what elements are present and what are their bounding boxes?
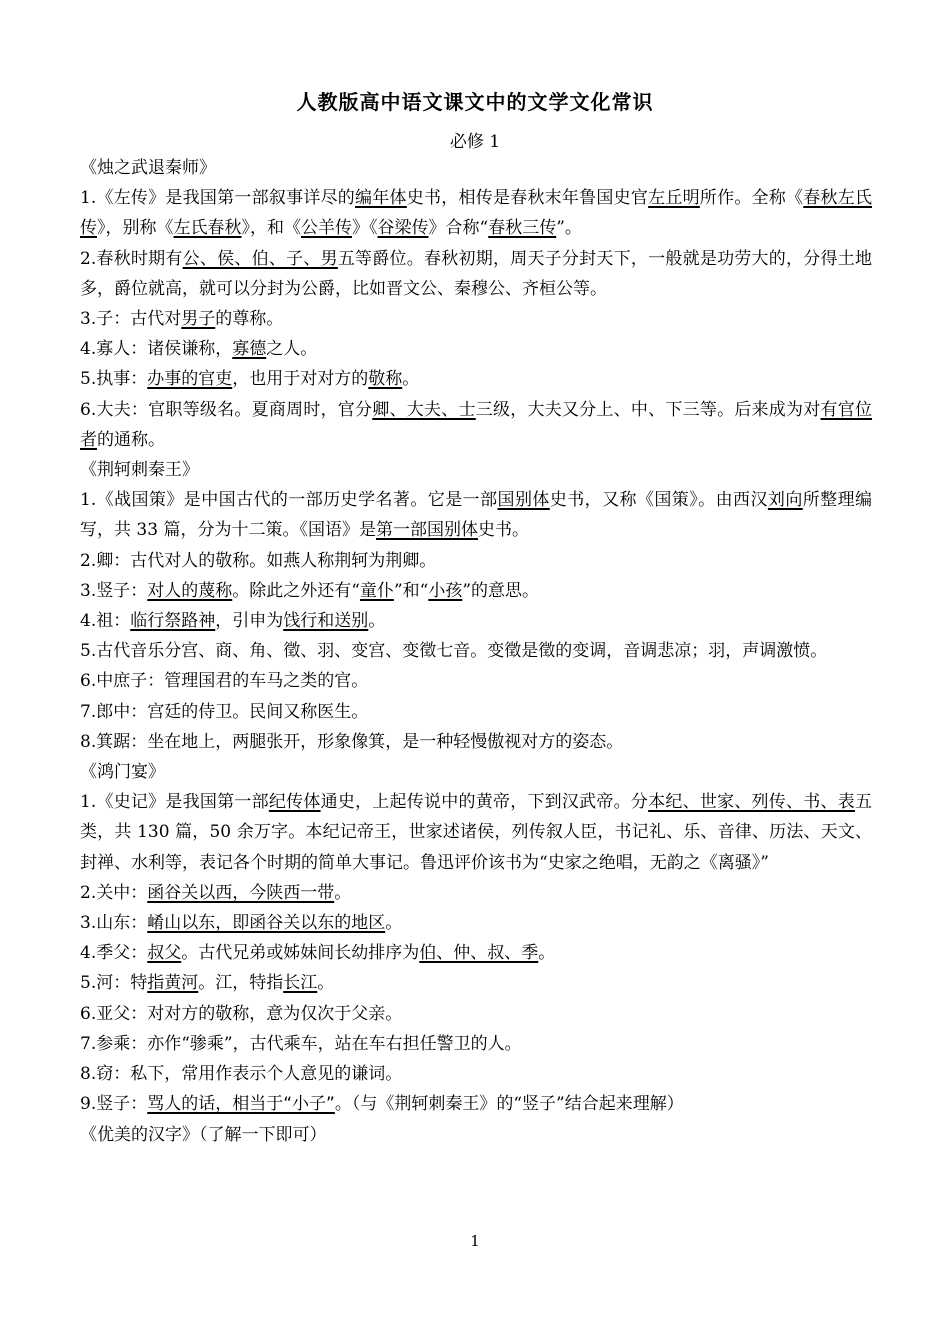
knowledge-item [80,999,872,1029]
item-text: 。 [317,973,335,994]
knowledge-item [80,727,872,757]
item-text: 3.竖子： [80,580,148,601]
item-text: 5.执事： [80,369,148,390]
knowledge-item [80,908,872,938]
key-term: 临行祭路神 [130,611,216,632]
item-text: 1.《史记》是我国第一部 [80,792,269,813]
item-text: 4.寡人：诸侯谦称， [80,339,233,360]
key-term: 男子 [181,309,216,330]
item-text: 通史，上起传说中的黄帝，下到汉武帝。分 [320,792,649,813]
item-text: 五类，共 130 篇，50 余万字。本纪记帝王，世家述诸侯，列传叙人臣，书记礼、乐、音律、历法、天文、封禅、水利等，表记各个时期的简单大事记。鲁迅评价该书为“史家之绝唱，无韵之《离骚》” [80,792,872,873]
item-text: 8.窃：私下，常用作表示个人意见的谦词。 [80,1064,403,1085]
item-text: 1.《左传》是我国第一部叙事详尽的 [80,188,356,209]
item-text: 6.亚父：对对方的敬称，意为仅次于父亲。 [80,1003,403,1024]
page-title: 人教版高中语文课文中的文学文化常识 [296,90,654,114]
item-text: 》，别称《 [97,218,174,239]
item-text: 五等爵位。春秋初期，周天子分封天下，一般就是功劳大的，分得土地多，爵位就高，就可以分封为公爵，比如晋文公、秦穆公、齐桓公等。 [80,248,872,299]
section-heading: 《优美的汉字》（了解一下即可） [80,1124,327,1145]
item-text: 。江，特指 [198,973,284,994]
item-text: 》，和《 [241,218,301,239]
item-text: 5.古代音乐分宫、商、角、徵、羽、变宫、变徵七音。变徵是徵的变调，音调悲凉；羽，声调激愤。 [80,641,828,662]
section-heading: 《鸿门宴》 [80,762,165,783]
item-text: 6.中庶子：管理国君的车马之类的官。 [80,671,369,692]
item-text: 》合称“ [428,218,489,239]
key-term: 办事的官吏 [147,369,233,390]
item-text: 史书，相传是春秋末年鲁国史官 [406,188,649,209]
item-text: 3.山东： [80,913,148,934]
knowledge-item [80,334,872,364]
knowledge-item [80,666,872,696]
knowledge-item [80,606,872,636]
key-term: 饯行和送别 [283,611,369,632]
item-text: 6.大夫：官职等级名。夏商周时，官分 [80,399,373,420]
item-text: 之人。 [266,339,318,360]
item-text: 。古代兄弟或姊妹间长幼排序为 [181,943,420,964]
item-text: ”和“ [393,580,429,601]
knowledge-item [80,1089,872,1119]
item-text: 所作。全称《 [699,188,804,209]
item-text: ，也用于对对方的 [232,369,369,390]
knowledge-item [80,546,872,576]
item-text: 。 [334,882,352,903]
item-text: 。 [368,611,386,632]
section-heading: 《荆轲刺秦王》 [80,460,199,481]
key-term: 敬称 [368,369,403,390]
item-text: 所整理编写，共 33 篇，分为十二策。《国语》是 [80,490,873,541]
key-term: 本纪、世家、列传、书、表 [648,792,855,813]
item-text: 7.郎中：宫廷的侍卫。民间又称医生。 [80,701,369,722]
key-term: 左丘明 [648,188,700,209]
knowledge-item [80,395,872,455]
knowledge-item [80,1059,872,1089]
key-term: 卿、大夫、士 [372,399,476,420]
key-term: 公、侯、伯、子、男 [182,248,338,269]
key-term: 春秋三传 [488,218,557,239]
key-term: 小孩 [428,580,463,601]
key-term: 纪传体 [268,792,321,813]
knowledge-item [80,364,872,394]
key-term: 第一部国别体 [375,520,478,541]
knowledge-item [80,938,872,968]
knowledge-item [80,183,872,243]
page-number: 1 [470,1232,480,1250]
item-text: 3.子：古代对 [80,309,182,330]
item-text: 。 [385,913,403,934]
knowledge-item [80,878,872,908]
item-text: 2.关中： [80,882,148,903]
knowledge-item [80,304,872,334]
section-heading: 《烛之武退秦师》 [80,158,216,178]
knowledge-item [80,1029,872,1059]
item-text: 三级，大夫又分上、中、下三等。后来成为对 [475,399,821,420]
key-term: 春秋左氏传 [80,188,872,239]
knowledge-item [80,697,872,727]
key-term: 伯、仲、叔、季 [419,943,539,964]
key-term: 骂人的话，相当于“小子” [147,1094,335,1115]
item-text: 。（与《荆轲刺秦王》的“竖子”结合起来理解） [334,1094,684,1115]
item-text: 史书，又称《国策》。由西汉 [549,490,768,511]
item-text: 4.祖： [80,611,131,632]
document-body [80,153,872,1150]
knowledge-item [80,576,872,606]
item-text: ”。 [556,218,582,239]
item-text: 的尊称。 [215,309,284,330]
item-text: 史书。 [477,520,529,541]
item-text: 的通称。 [97,429,165,450]
item-text: 4.季父： [80,943,148,964]
item-text: 2.春秋时期有 [80,248,183,269]
item-text: 。 [402,369,420,390]
item-text: 。 [538,943,556,964]
key-term: 有官位者 [80,399,873,450]
knowledge-item [80,787,872,878]
key-term: 崤山以东，即函谷关以东的地区 [147,913,386,934]
item-text: 》《 [352,218,378,239]
key-term: 童仆 [359,580,394,601]
item-text: 。除此之外还有“ [232,580,360,601]
item-text: ”的意思。 [462,580,540,601]
item-text: 1.《战国策》是中国古代的一部历史学名著。它是一部 [80,490,498,511]
item-text: 5.河：特 [80,973,148,994]
knowledge-item [80,244,872,304]
key-term: 叔父 [147,943,182,964]
key-term: 刘向 [767,490,803,511]
item-text: ，引申为 [215,611,284,632]
item-text: 9.竖子： [80,1094,148,1115]
page-subtitle: 必修 1 [449,132,501,152]
key-term: 寡德 [232,339,267,360]
key-term: 左氏春秋 [173,218,242,239]
knowledge-item [80,968,872,998]
key-term: 对人的蔑称 [147,580,233,601]
key-term: 指黄河 [147,973,199,994]
key-term: 国别体 [497,490,550,511]
item-text: 8.箕踞：坐在地上，两腿张开，形象像箕，是一种轻慢傲视对方的姿态。 [80,731,624,752]
knowledge-item [80,485,872,545]
key-term: 谷梁传 [377,218,429,239]
key-term: 公羊传 [301,218,352,239]
item-text: 2.卿：古代对人的敬称。如燕人称荆轲为荆卿。 [80,550,437,571]
item-text: 7.参乘：亦作“骖乘”，古代乘车，站在车右担任警卫的人。 [80,1033,522,1054]
key-term: 长江 [283,973,318,994]
knowledge-item [80,636,872,666]
key-term: 函谷关以西，今陕西一带 [147,882,335,903]
key-term: 编年体 [355,188,407,209]
